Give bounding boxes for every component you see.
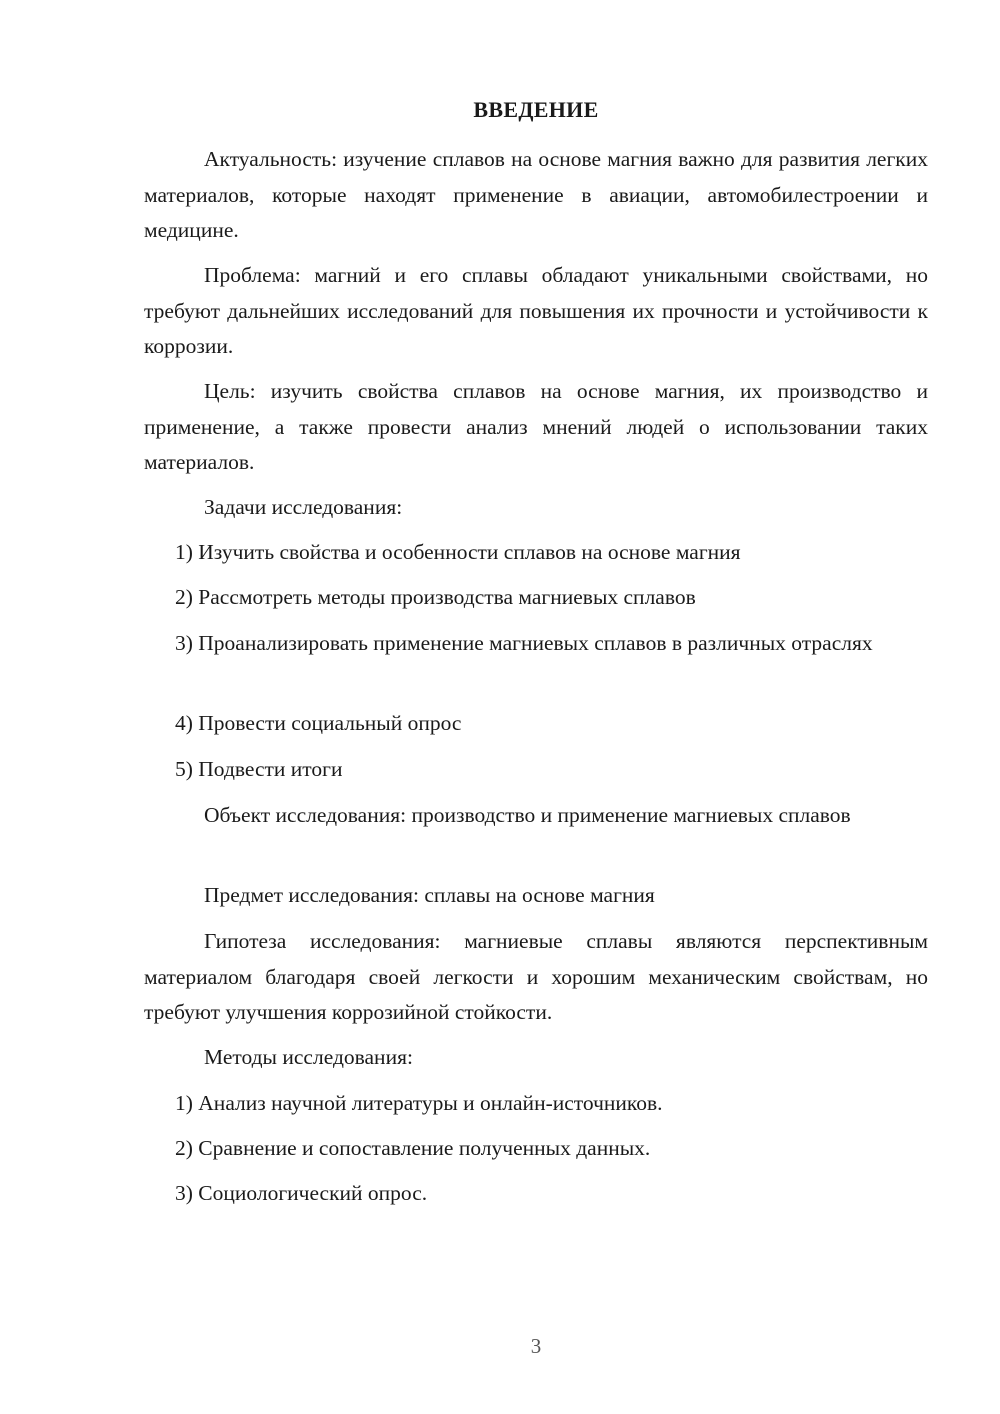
list-item: 1) Анализ научной литературы и онлайн-источников. <box>175 1091 663 1115</box>
page-number: 3 <box>530 1334 542 1358</box>
list-item: 4) Провести социальный опрос <box>175 711 462 735</box>
list-item: 5) Подвести итоги <box>175 757 343 781</box>
paragraph-methods-heading: Методы исследования: <box>204 1045 413 1069</box>
paragraph-object: Объект исследования: производство и применение магниевых сплавов <box>204 803 851 827</box>
paragraph-goal: Цель: изучить свойства сплавов на основе магния, их производство и применение, а также провести анализ мнений людей о использовании таких материалов. <box>144 379 928 474</box>
list-item: 2) Сравнение и сопоставление полученных данных. <box>175 1136 651 1160</box>
paragraph-subject: Предмет исследования: сплавы на основе магния <box>204 883 655 907</box>
paragraph-tasks-heading: Задачи исследования: <box>204 495 403 519</box>
paragraph-relevance: Актуальность: изучение сплавов на основе магния важно для развития легких материалов, которые находят применение в авиации, автомобилестроении и медицине. <box>144 147 928 242</box>
list-item: 2) Рассмотреть методы производства магниевых сплавов <box>175 585 696 609</box>
paragraph-hypothesis: Гипотеза исследования: магниевые сплавы являются перспективным материалом благодаря своей легкости и хорошим механическим свойствам, но требуют улучшения коррозийной стойкости. <box>144 929 928 1024</box>
list-item: 1) Изучить свойства и особенности сплавов на основе магния <box>175 540 741 564</box>
list-item: 3) Проанализировать применение магниевых сплавов в различных отраслях <box>175 631 873 655</box>
page-title: ВВЕДЕНИЕ <box>473 97 599 122</box>
list-item: 3) Социологический опрос. <box>175 1181 428 1205</box>
paragraph-problem: Проблема: магний и его сплавы обладают уникальными свойствами, но требуют дальнейших исследований для повышения их прочности и устойчивости к коррозии. <box>144 263 928 358</box>
